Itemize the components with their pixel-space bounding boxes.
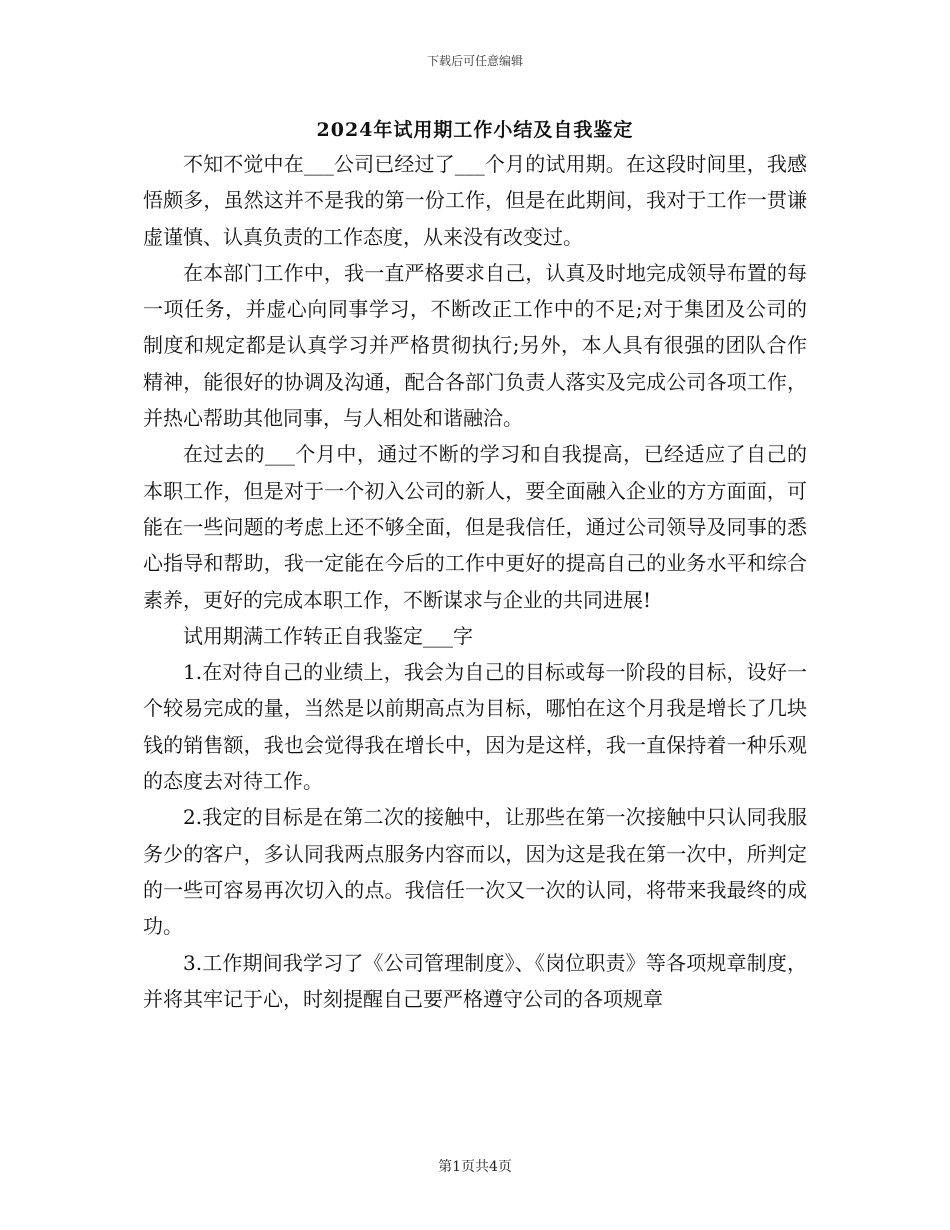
paragraph: 在本部门工作中，我一直严格要求自己，认真及时地完成领导布置的每一项任务，并虚心向同事学习，不断改正工作中的不足;对于集团及公司的制度和规定都是认真学习并严格贯彻执行;另外，本人具有很强的团队合作精神，能很好的协调及沟通，配合各部门负责人落实及完成公司各项工作，并热心帮助其他同事，与人相处和谐融洽。 (143, 260, 807, 431)
document-body (143, 146, 807, 1017)
numbered-item: 1.在对待自己的业绩上，我会为自己的目标或每一阶段的目标，设好一个较易完成的量，当然是以前期高点为目标，哪怕在这个月我是增长了几块钱的销售额，我也会觉得我在增长中，因为是这样，我一直保持着一种乐观的态度去对待工作。 (143, 660, 807, 794)
section-heading: 试用期满工作转正自我鉴定___字 (183, 623, 473, 648)
numbered-item: 2.我定的目标是在第二次的接触中，让那些在第一次接触中只认同我服务少的客户，多认同我两点服务内容而以，因为这是我在第一次中，所判定的一些可容易再次切入的点。我信任一次又一次的认同，将带来我最终的成功。 (143, 805, 807, 939)
numbered-item: 3.工作期间我学习了《公司管理制度》、《岗位职责》等各项规章制度，并将其牢记于心，时刻提醒自己要严格遵守公司的各项规章 (143, 950, 807, 1011)
page-number: 第1页共4页 (438, 1159, 512, 1175)
paragraph: 在过去的___个月中，通过不断的学习和自我提高，已经适应了自己的本职工作，但是对于一个初入公司的新人，要全面融入企业的方方面面，可能在一些问题的考虑上还不够全面，但是我信任，通过公司领导及同事的悉心指导和帮助，我一定能在今后的工作中更好的提高自己的业务水平和综合素养，更好的完成本职工作，不断谋求与企业的共同进展! (143, 442, 807, 612)
document-title: 2024年试用期工作小结及自我鉴定 (316, 119, 634, 141)
header-note: 下载后可任意编辑 (426, 54, 523, 68)
paragraph: 不知不觉中在___公司已经过了___个月的试用期。在这段时间里，我感悟颇多，虽然这并不是我的第一份工作，但是在此期间，我对于工作一贯谦虚谨慎、认真负责的工作态度，从来没有改变过。 (143, 152, 807, 249)
